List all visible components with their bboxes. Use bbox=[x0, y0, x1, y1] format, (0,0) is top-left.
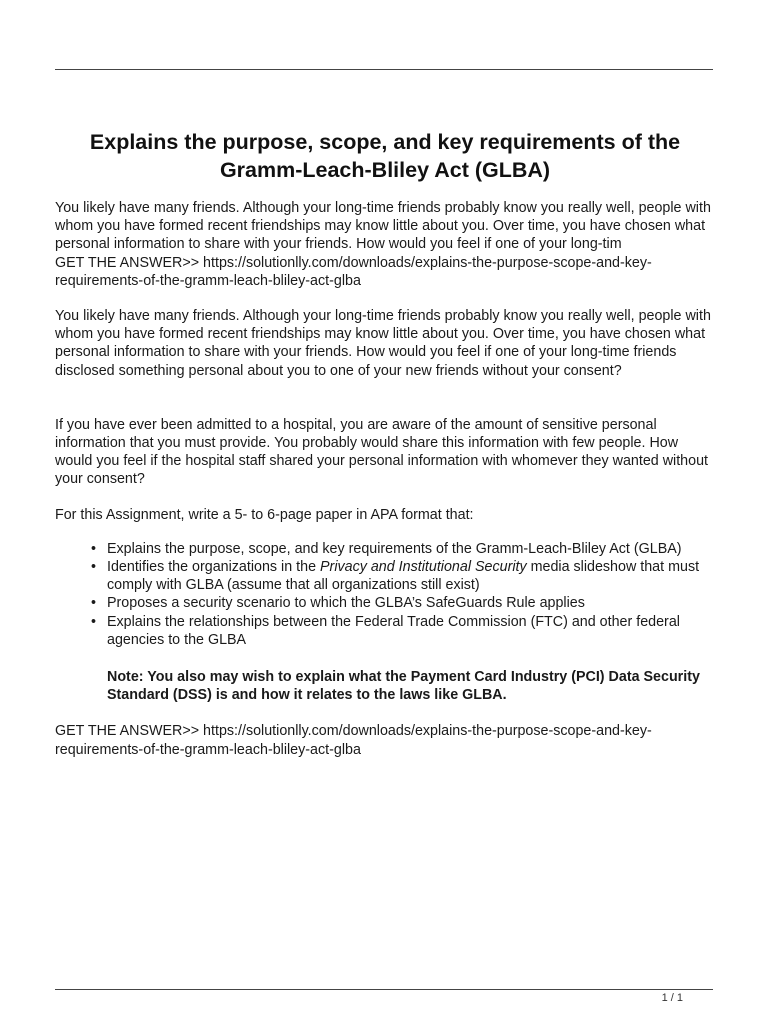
list-item-text-before: Identifies the organizations in the bbox=[107, 559, 321, 576]
list-item-text-after: media slideshow that must comply with GLBA (assume that all organizations still exist) bbox=[107, 559, 700, 594]
slideshow-title: Privacy and Institutional Security bbox=[320, 559, 527, 576]
header-rule bbox=[55, 69, 713, 70]
page-number: 1 / 1 bbox=[661, 992, 683, 1004]
intro-paragraph: You likely have many friends. Although your long-time friends probably know you really well, people with whom you have formed recent friendships may know little about you. Over time, you have chosen what personal information to share with your friends. How would you feel if one of your long-tim bbox=[55, 200, 711, 253]
list-item bbox=[91, 558, 715, 594]
hospital-paragraph: If you have ever been admitted to a hospital, you are aware of the amount of sensitive personal information that you must provide. You probably would share this information with few people. How would you feel if the hospital staff shared your personal information with whomever they wanted without your consent? bbox=[55, 416, 708, 488]
bullet-icon: • bbox=[91, 559, 97, 576]
list-item bbox=[91, 613, 715, 649]
answer-link-top[interactable]: GET THE ANSWER>> https://solutionlly.com/downloads/explains-the-purpose-scope-and-key-requirements-of-the-gramm-leach-bliley-act-glba bbox=[55, 254, 652, 289]
document-title: Explains the purpose, scope, and key requirements of the Gramm-Leach-Bliley Act (GLBA) bbox=[89, 130, 681, 182]
bullet-icon: • bbox=[91, 595, 97, 612]
bullet-icon: • bbox=[91, 613, 97, 630]
list-item-text: Proposes a security scenario to which the GLBA’s SafeGuards Rule applies bbox=[107, 595, 585, 612]
list-item-text: Explains the purpose, scope, and key requirements of the Gramm-Leach-Bliley Act (GLBA) bbox=[107, 540, 682, 557]
assignment-intro: For this Assignment, write a 5- to 6-page paper in APA format that: bbox=[55, 506, 474, 523]
answer-link-bottom[interactable]: GET THE ANSWER>> https://solutionlly.com/downloads/explains-the-purpose-scope-and-key-requirements-of-the-gramm-leach-bliley-act-glba bbox=[55, 723, 652, 758]
footer-rule bbox=[55, 989, 713, 990]
list-item-text: Explains the relationships between the Federal Trade Commission (FTC) and other federal agencies to the GLBA bbox=[107, 613, 680, 648]
list-item bbox=[91, 594, 715, 612]
list-item bbox=[91, 540, 715, 558]
requirements-list bbox=[55, 540, 715, 649]
bullet-icon: • bbox=[91, 540, 97, 557]
friends-paragraph: You likely have many friends. Although your long-time friends probably know you really well, people with whom you have formed recent friendships may know little about you. Over time, you have chosen what personal information to share with your friends. How would you feel if one of your long-time friends disclosed something personal about you to one of your new friends without your consent? bbox=[55, 308, 711, 379]
document-body bbox=[55, 128, 715, 759]
note-paragraph: Note: You also may wish to explain what the Payment Card Industry (PCI) Data Security Standard (DSS) is and how it relates to the laws like GLBA. bbox=[107, 669, 700, 704]
